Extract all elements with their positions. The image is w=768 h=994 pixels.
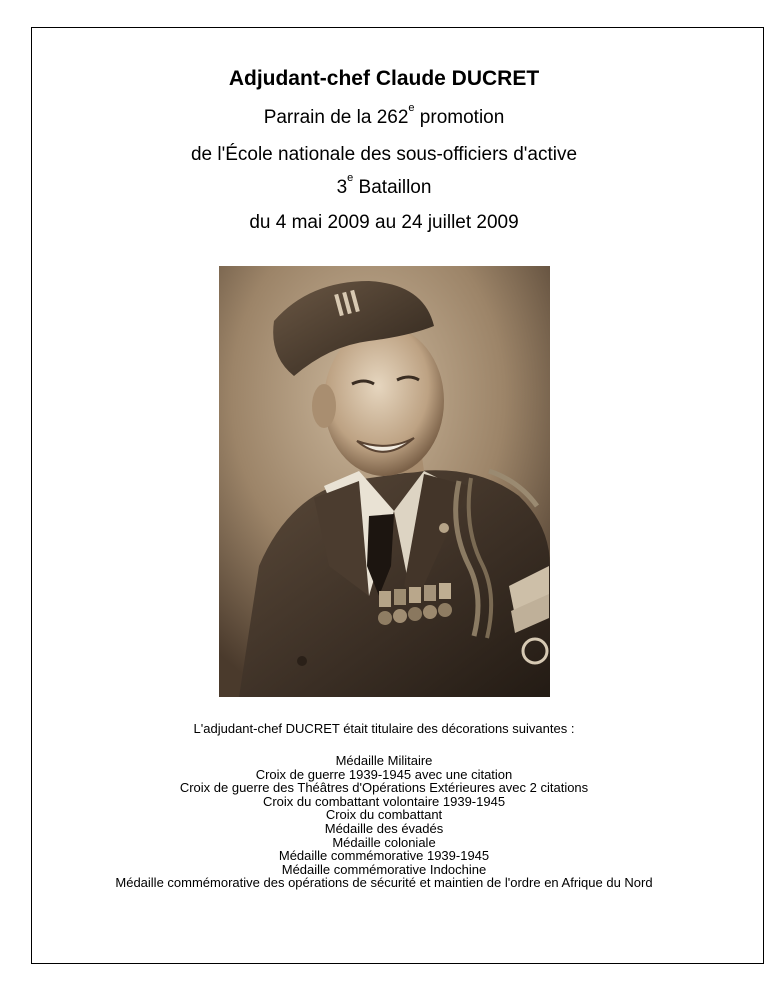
promotion-suffix: promotion (414, 107, 505, 128)
list-item: Médaille Militaire (335, 753, 433, 768)
list-item: Médaille coloniale (332, 834, 436, 850)
portrait-photo (219, 266, 550, 697)
list-item: Croix du combattant (325, 807, 443, 823)
list-item: Croix de guerre des Théâtres d'Opérations Extérieures avec 2 citations (179, 780, 589, 796)
battalion-line (0, 172, 768, 200)
promotion-line (0, 102, 768, 130)
list-item: Médaille commémorative Indochine (281, 861, 487, 877)
battalion-suffix: Bataillon (353, 177, 432, 198)
dates-line: du 4 mai 2009 au 24 juillet 2009 (249, 212, 519, 233)
page-title: Adjudant-chef Claude DUCRET (228, 67, 540, 90)
list-item: Médaille commémorative des opérations de sécurité et maintien de l'ordre en Afrique du Nord (115, 875, 653, 891)
battalion-number: 3 (336, 177, 348, 198)
decorations-list (0, 754, 768, 890)
list-item: Croix de guerre 1939-1945 avec une citation (255, 766, 513, 782)
school-line: de l'École nationale des sous-officiers d'active (190, 144, 578, 165)
battalion-superscript: e (347, 172, 354, 184)
decorations-intro: L'adjudant-chef DUCRET était titulaire des décorations suivantes : (193, 721, 575, 736)
list-item: Médaille des évadés (324, 820, 444, 836)
list-item: Croix du combattant volontaire 1939-1945 (262, 793, 506, 809)
list-item: Médaille commémorative 1939-1945 (278, 848, 490, 864)
promotion-prefix: Parrain de la 262 (263, 107, 409, 128)
promotion-superscript: e (408, 102, 415, 114)
